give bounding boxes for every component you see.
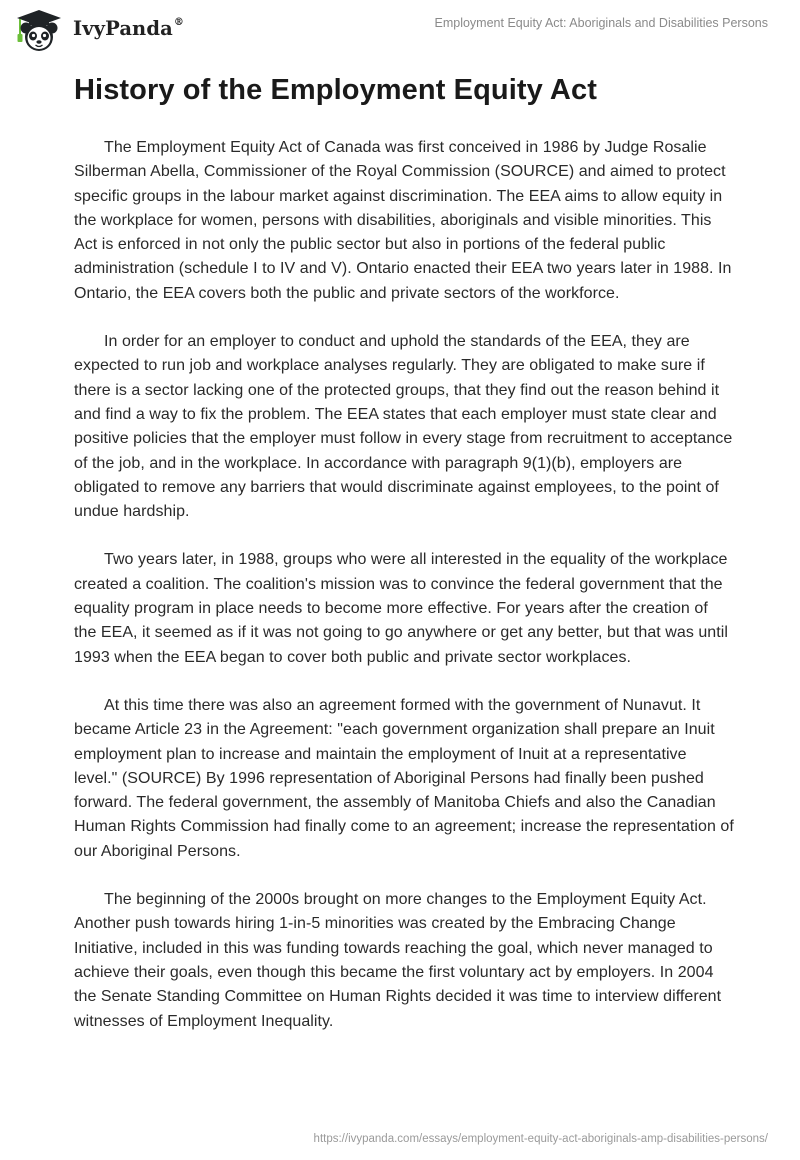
page-title: History of the Employment Equity Act — [74, 74, 597, 106]
paragraph-5: The beginning of the 2000s brought on more changes to the Employment Equity Act. Another push towards hiring 1-in-5 minorities was created by the Embracing Change Initiative, included in this was funding towards reaching the goal, which never managed to achieve their goals, even though this became the first voluntary act by employers. In 2004 the Senate Standing Committee on Human Rights decided it was time to interview different witnesses of Employment Inequality. — [74, 891, 722, 1030]
paragraph-1: The Employment Equity Act of Canada was first conceived in 1986 by Judge Rosalie Silberman Abella, Commissioner of the Royal Commission (SOURCE) and aimed to protect specific groups in the labour market against discrimination. The EEA aims to allow equity in the workplace for women, persons with disabilities, aboriginals and visible minorities. This Act is enforced in not only the public sector but also in portions of the federal public administration (schedule I to IV and V). Ontario enacted their EEA two years later in 1988. In Ontario, the EEA covers both the public and private sectors of the workforce. — [74, 139, 732, 302]
registered-mark: ® — [173, 16, 184, 28]
page-header — [0, 0, 800, 66]
article-body — [74, 136, 734, 1058]
brand-name[interactable]: IvyPanda® — [73, 16, 184, 40]
panda-graduate-icon — [14, 9, 64, 53]
paragraph-2: In order for an employer to conduct and uphold the standards of the EEA, they are expected to run job and workplace analyses regularly. They are obligated to make sure if there is a sector lacking one of the protected groups, that they find out the reason behind it and find a way to fix the problem. The EEA states that each employer must state clear and positive policies that the employer must follow in every stage from recruitment to acceptance of the job, and in the workplace. In accordance with paragraph 9(1)(b), employers are obligated to remove any barriers that would discriminate against employees, to the point of undue hardship. — [74, 333, 733, 521]
paragraph-3: Two years later, in 1988, groups who were all interested in the equality of the workplace created a coalition. The coalition's mission was to convince the federal government that the equality program in place needs to become more effective. For years after the creation of the EEA, it seemed as if it was not going to go anywhere or get any better, but that was until 1993 when the EEA began to cover both public and private sector workplaces. — [74, 551, 728, 666]
document-title: Employment Equity Act: Aboriginals and Disabilities Persons — [434, 16, 768, 30]
paragraph-4: At this time there was also an agreement formed with the government of Nunavut. It became Article 23 in the Agreement: "each government organization shall prepare an Inuit employment plan to increase and maintain the employment of Inuit at a representative level." (SOURCE) By 1996 representation of Aboriginal Persons had finally been pushed forward. The federal government, the assembly of Manitoba Chiefs and also the Canadian Human Rights Commission had finally come to an agreement; increase the representation of our Aboriginal Persons. — [74, 696, 734, 860]
source-url-link[interactable]: https://ivypanda.com/essays/employment-equity-act-aboriginals-amp-disabilities-persons/ — [313, 1133, 768, 1145]
